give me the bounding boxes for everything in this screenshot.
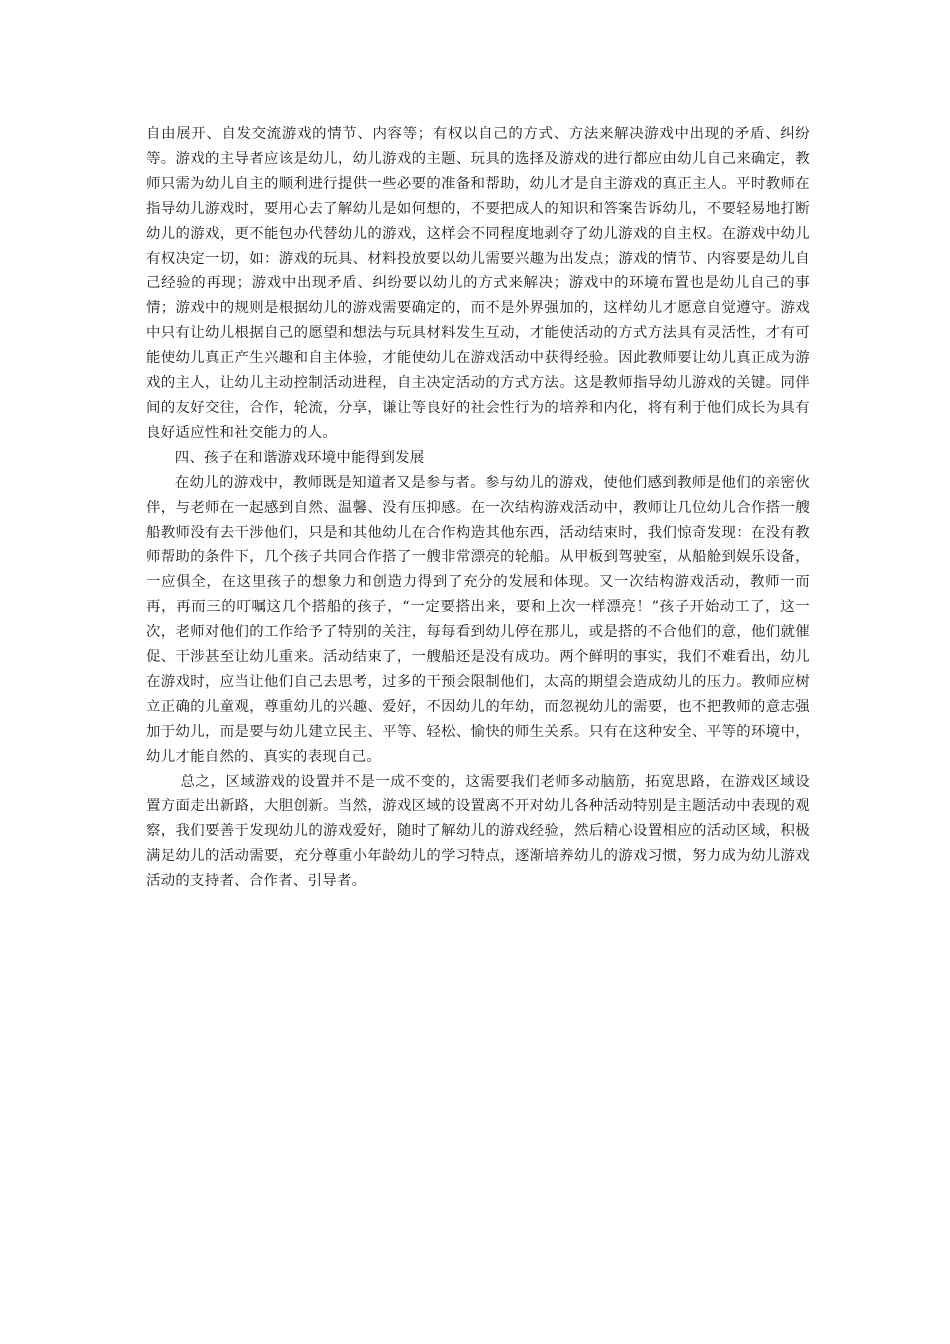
paragraph-conclusion: 总之，区域游戏的设置并不是一成不变的，这需要我们老师多动脑筋，拓宽思路，在游戏区域设置方面走出新路，大胆创新。当然，游戏区域的设置离不开对幼儿各种活动特别是主题活动中表现的观察，我们要善于发现幼儿的游戏爱好，随时了解幼儿的游戏经验，然后精心设置相应的活动区域，积极满足幼儿的活动需要，充分尊重小年龄幼儿的学习特点，逐渐培养幼儿的游戏习惯，努力成为幼儿游戏活动的支持者、合作者、引导者。 — [146, 773, 810, 890]
document-body — [146, 122, 810, 894]
paragraph-continued: 自由展开、自发交流游戏的情节、内容等；有权以自己的方式、方法来解决游戏中出现的矛盾、纠纷等。游戏的主导者应该是幼儿，幼儿游戏的主题、玩具的选择及游戏的进行都应由幼儿自己来确定，教师只需为幼儿自主的顺利进行提供一些必要的准备和帮助，幼儿才是自主游戏的真正主人。平时教师在指导幼儿游戏时，要用心去了解幼儿是如何想的，不要把成人的知识和答案告诉幼儿，不要轻易地打断幼儿的游戏，更不能包办代替幼儿的游戏，这样会不同程度地剥夺了幼儿游戏的自主权。在游戏中幼儿有权决定一切，如：游戏的玩具、材料投放要以幼儿需要兴趣为出发点；游戏的情节、内容要是幼儿自己经验的再现；游戏中出现矛盾、纠纷要以幼儿的方式来解决；游戏中的环境布置也是幼儿自己的事情；游戏中的规则是根据幼儿的游戏需要确定的，而不是外界强加的，这样幼儿才愿意自觉遵守。游戏中只有让幼儿根据自己的愿望和想法与玩具材料发生互动，才能使活动的方式方法具有灵活性，才有可能使幼儿真正产生兴趣和自主体验，才能使幼儿在游戏活动中获得经验。因此教师要让幼儿真正成为游戏的主人，让幼儿主动控制活动进程，自主决定活动的方式方法。这是教师指导幼儿游戏的关键。同伴间的友好交往，合作，轮流，分享，谦让等良好的社会性行为的培养和内化，将有利于他们成长为具有良好适应性和社交能力的人。 — [146, 126, 810, 441]
paragraph-teacher-role: 在幼儿的游戏中，教师既是知道者又是参与者。参与幼儿的游戏，使他们感到教师是他们的亲密伙伴，与老师在一起感到自然、温馨、没有压抑感。在一次结构游戏活动中，教师让几位幼儿合作搭一艘船教师没有去干涉他们，只是和其他幼儿在合作构造其他东西，活动结束时，我们惊奇发现：在没有教师帮助的条件下，几个孩子共同合作搭了一艘非常漂亮的轮船。从甲板到驾驶室，从船舱到娱乐设备，一应俱全，在这里孩子的想象力和创造力得到了充分的发展和体现。又一次结构游戏活动，教师一而再，再而三的叮嘱这几个搭船的孩子，“一定要搭出来，要和上次一样漂亮！”孩子开始动工了，这一次，老师对他们的工作给予了特别的关注，每每看到幼儿停在那儿，或是搭的不合他们的意，他们就催促、干涉甚至让幼儿重来。活动结束了，一艘船还是没有成功。两个鲜明的事实，我们不难看出，幼儿在游戏时，应当让他们自己去思考，过多的干预会限制他们，太高的期望会造成幼儿的压力。教师应树立正确的儿童观，尊重幼儿的兴趣、爱好，不因幼儿的年幼，而忽视幼儿的需要，也不把教师的意志强加于幼儿，而是要与幼儿建立民主、平等、轻松、愉快的师生关系。只有在这种安全、平等的环境中，幼儿才能自然的、真实的表现自己。 — [146, 474, 810, 765]
section-heading-4: 四、孩子在和谐游戏环境中能得到发展 — [174, 449, 425, 466]
